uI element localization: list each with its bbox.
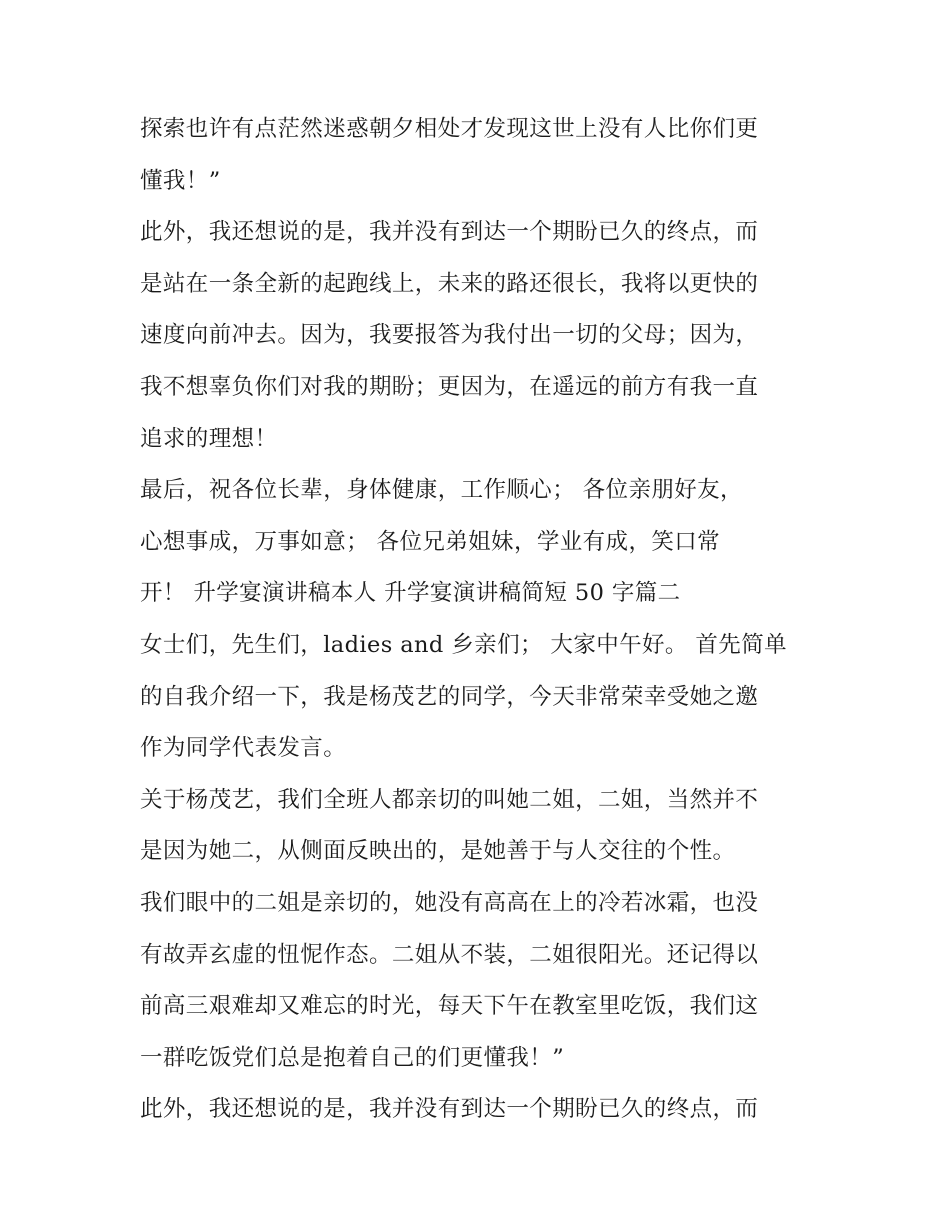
text-line: 我不想辜负你们对我的期盼；更因为，在遥远的前方有我一直 [140, 373, 759, 400]
text-line: 是站在一条全新的起跑线上，未来的路还很长，我将以更快的 [140, 270, 759, 297]
text-line: 追求的理想！ [140, 425, 278, 452]
text-line: 开！ 升学宴演讲稿本人 升学宴演讲稿简短 50 字篇二 [140, 580, 681, 607]
text-line: 最后，祝各位长辈，身体健康，工作顺心； 各位亲朋好友， [140, 477, 743, 504]
text-line: 女士们，先生们，ladies and 乡亲们； 大家中午好。 首先简单 [140, 631, 787, 658]
text-line: 一群吃饭党们总是抱着自己的们更懂我！” [140, 1044, 565, 1071]
text-line: 此外，我还想说的是，我并没有到达一个期盼已久的终点，而 [140, 1096, 759, 1123]
text-line: 懂我！” [140, 167, 221, 194]
text-line: 心想事成，万事如意； 各位兄弟姐妹，学业有成，笑口常 [140, 528, 721, 555]
text-line: 关于杨茂艺，我们全班人都亲切的叫她二姐，二姐，当然并不 [140, 786, 759, 813]
text-line: 是因为她二，从侧面反映出的，是她善于与人交往的个性。 [140, 838, 736, 865]
text-line: 速度向前冲去。因为，我要报答为我付出一切的父母；因为， [140, 322, 759, 349]
text-line: 作为同学代表发言。 [140, 735, 347, 762]
document-page [140, 104, 812, 1136]
text-line: 我们眼中的二姐是亲切的，她没有高高在上的冷若冰霜，也没 [140, 889, 759, 916]
text-line: 前高三艰难却又难忘的时光，每天下午在教室里吃饭，我们这 [140, 993, 759, 1020]
text-line: 的自我介绍一下，我是杨茂艺的同学，今天非常荣幸受她之邀 [140, 683, 759, 710]
text-line: 此外，我还想说的是，我并没有到达一个期盼已久的终点，而 [140, 219, 759, 246]
text-line: 探索也许有点茫然迷惑朝夕相处才发现这世上没有人比你们更 [140, 116, 759, 142]
text-line: 有故弄玄虚的忸怩作态。二姐从不装，二姐很阳光。还记得以 [140, 941, 759, 968]
